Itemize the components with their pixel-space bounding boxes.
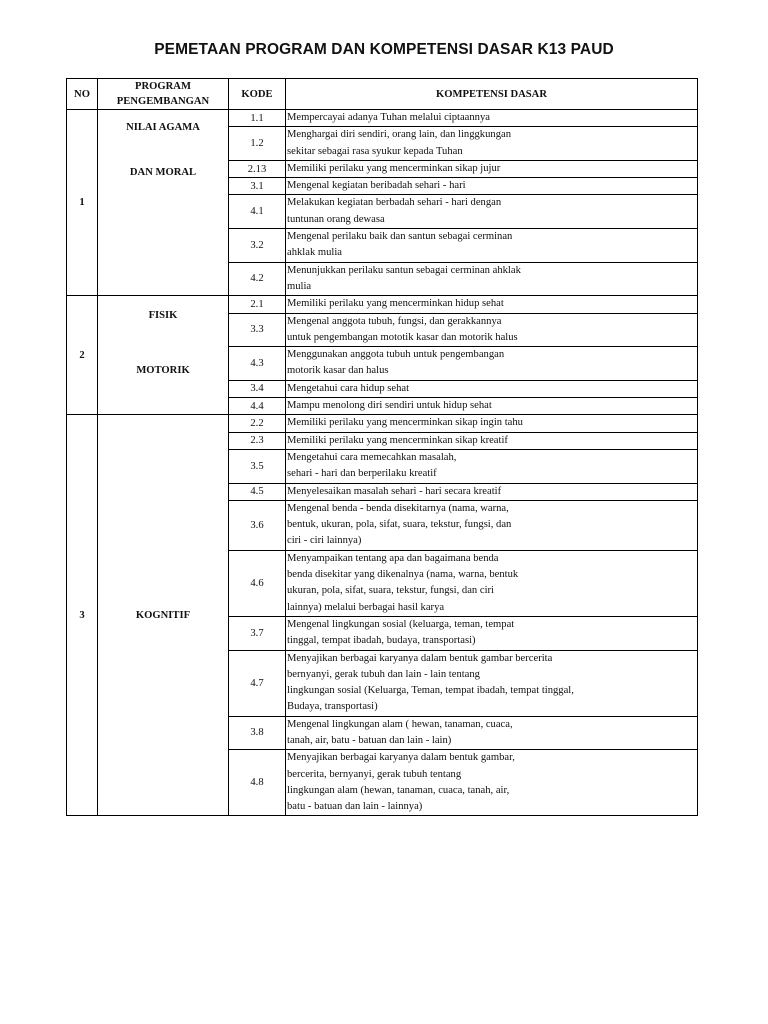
kompetensi-text-line: ahklak mulia bbox=[287, 247, 343, 259]
group-number: 3 bbox=[67, 415, 98, 816]
kode-cell: 3.1 bbox=[229, 178, 286, 195]
kompetensi-text-line: Menyelesaikan masalah sehari - hari secara kreatif bbox=[287, 485, 502, 497]
program-name-line2: MOTORIK bbox=[136, 365, 190, 377]
kode-cell: 4.5 bbox=[229, 483, 286, 500]
kompetensi-text-line: lingkungan alam (hewan, tanaman, cuaca, tanah, air, bbox=[287, 784, 510, 796]
kompetensi-cell bbox=[286, 313, 698, 347]
kompetensi-text-line: Menunjukkan perilaku santun sebagai cerminan ahklak bbox=[287, 264, 521, 276]
kompetensi-cell bbox=[286, 127, 698, 161]
table-row bbox=[67, 296, 698, 313]
kompetensi-text-line: batu - batuan dan lain - lainnya) bbox=[287, 801, 423, 813]
header-kompetensi: KOMPETENSI DASAR bbox=[286, 79, 698, 110]
kode-cell: 3.4 bbox=[229, 380, 286, 397]
kode-cell: 2.1 bbox=[229, 296, 286, 313]
kompetensi-text-line: Menghargai diri sendiri, orang lain, dan linggkungan bbox=[287, 129, 511, 141]
kompetensi-cell bbox=[286, 296, 698, 313]
kompetensi-text-line: Mampu menolong diri sendiri untuk hidup sehat bbox=[287, 400, 492, 412]
kode-cell: 3.2 bbox=[229, 229, 286, 263]
program-name-line1: FISIK bbox=[148, 310, 178, 322]
kompetensi-cell bbox=[286, 432, 698, 449]
kompetensi-cell bbox=[286, 160, 698, 177]
kompetensi-cell bbox=[286, 716, 698, 750]
kode-cell: 1.2 bbox=[229, 127, 286, 161]
kompetensi-cell bbox=[286, 550, 698, 616]
kompetensi-text-line: Mengenal anggota tubuh, fungsi, dan gerakkannya bbox=[287, 315, 502, 327]
kompetensi-text-line: Mengenal kegiatan beribadah sehari - hari bbox=[287, 180, 466, 192]
program-name-line1: NILAI AGAMA bbox=[126, 122, 200, 133]
kompetensi-cell bbox=[286, 398, 698, 415]
kompetensi-text-line: sehari - hari dan berperilaku kreatif bbox=[287, 468, 437, 480]
kompetensi-text-line: Mengetahui cara memecahkan masalah, bbox=[287, 451, 457, 463]
kompetensi-cell bbox=[286, 616, 698, 650]
kode-cell: 4.2 bbox=[229, 262, 286, 296]
kompetensi-text-line: tinggal, tempat ibadah, budaya, transportasi) bbox=[287, 635, 476, 647]
kompetensi-text-line: Memiliki perilaku yang mencerminkan hidup sehat bbox=[287, 298, 504, 310]
kompetensi-text-line: Melakukan kegiatan berbadah sehari - hari dengan bbox=[287, 197, 502, 209]
kode-cell: 4.4 bbox=[229, 398, 286, 415]
kompetensi-cell bbox=[286, 380, 698, 397]
kode-cell: 3.3 bbox=[229, 313, 286, 347]
group-number: 1 bbox=[67, 110, 98, 296]
kompetensi-text-line: sekitar sebagai rasa syukur kepada Tuhan bbox=[287, 145, 463, 157]
kompetensi-text-line: bernyanyi, gerak tubuh dan lain - lain tentang bbox=[287, 668, 480, 680]
header-program bbox=[98, 79, 229, 110]
kompetensi-cell bbox=[286, 483, 698, 500]
program-cell bbox=[98, 110, 229, 296]
kompetensi-text-line: Mempercayai adanya Tuhan melalui ciptaannya bbox=[287, 112, 490, 123]
kode-cell: 1.1 bbox=[229, 110, 286, 127]
kompetensi-cell bbox=[286, 415, 698, 432]
kompetensi-table bbox=[66, 78, 698, 816]
header-kode: KODE bbox=[229, 79, 286, 110]
kompetensi-text-line: lingkungan sosial (Keluarga, Teman, tempat ibadah, tempat tinggal, bbox=[287, 685, 574, 697]
kompetensi-text-line: ukuran, pola, sifat, suara, tekstur, fungsi, dan ciri bbox=[287, 585, 494, 597]
kompetensi-cell bbox=[286, 229, 698, 263]
kompetensi-cell bbox=[286, 347, 698, 381]
kompetensi-cell bbox=[286, 650, 698, 716]
page-title: PEMETAAN PROGRAM DAN KOMPETENSI DASAR K13 PAUD bbox=[154, 41, 614, 58]
table-header-row bbox=[67, 79, 698, 110]
program-cell bbox=[98, 296, 229, 415]
kompetensi-text-line: Mengenal benda - benda disekitarnya (nama, warna, bbox=[287, 502, 509, 514]
kompetensi-cell bbox=[286, 750, 698, 816]
kompetensi-text-line: Memiliki perilaku yang mencerminkan sikap ingin tahu bbox=[287, 417, 523, 429]
kode-cell: 3.5 bbox=[229, 449, 286, 483]
program-name-line1: KOGNITIF bbox=[135, 609, 191, 621]
kompetensi-text-line: Mengenal lingkungan sosial (keluarga, teman, tempat bbox=[287, 618, 515, 630]
kompetensi-text-line: tuntunan orang dewasa bbox=[287, 213, 385, 225]
kompetensi-text-line: untuk pengembangan mototik kasar dan motorik halus bbox=[287, 331, 518, 343]
kompetensi-cell bbox=[286, 195, 698, 229]
kompetensi-text-line: Memiliki perilaku yang mencerminkan sikap kreatif bbox=[287, 434, 508, 446]
kompetensi-text-line: Budaya, transportasi) bbox=[287, 701, 378, 713]
kompetensi-text-line: bentuk, ukuran, pola, sifat, suara, tekstur, fungsi, dan bbox=[287, 519, 512, 531]
table-row bbox=[67, 415, 698, 432]
kompetensi-text-line: motorik kasar dan halus bbox=[287, 365, 389, 377]
kompetensi-text-line: Mengenal lingkungan alam ( hewan, tanaman, cuaca, bbox=[287, 718, 513, 730]
kompetensi-cell bbox=[286, 178, 698, 195]
kompetensi-text-line: Menyajikan berbagai karyanya dalam bentuk gambar, bbox=[287, 752, 515, 764]
kompetensi-cell bbox=[286, 110, 698, 127]
header-program-line1: PROGRAM bbox=[135, 81, 191, 92]
kompetensi-text-line: Menggunakan anggota tubuh untuk pengembangan bbox=[287, 349, 505, 361]
table-row bbox=[67, 110, 698, 127]
kode-cell: 2.3 bbox=[229, 432, 286, 449]
kode-cell: 3.6 bbox=[229, 500, 286, 550]
kompetensi-text-line: ciri - ciri lainnya) bbox=[287, 535, 362, 547]
kompetensi-text-line: benda disekitar yang dikenalnya (nama, warna, bentuk bbox=[287, 569, 519, 581]
kode-cell: 4.3 bbox=[229, 347, 286, 381]
kompetensi-cell bbox=[286, 449, 698, 483]
kode-cell: 4.1 bbox=[229, 195, 286, 229]
kompetensi-cell bbox=[286, 262, 698, 296]
kode-cell: 3.7 bbox=[229, 616, 286, 650]
kompetensi-text-line: Mengetahui cara hidup sehat bbox=[287, 382, 410, 394]
kompetensi-text-line: Menyajikan berbagai karyanya dalam bentuk gambar bercerita bbox=[287, 652, 553, 664]
header-program-line2: PENGEMBANGAN bbox=[116, 96, 210, 107]
kompetensi-cell bbox=[286, 500, 698, 550]
kompetensi-text-line: Mengenal perilaku baik dan santun sebagai cerminan bbox=[287, 231, 513, 243]
group-number: 2 bbox=[67, 296, 98, 415]
kompetensi-text-line: Menyampaikan tentang apa dan bagaimana benda bbox=[287, 552, 499, 564]
header-no: NO bbox=[67, 79, 98, 110]
program-cell bbox=[98, 415, 229, 816]
program-name-line2: DAN MORAL bbox=[129, 167, 197, 178]
kompetensi-text-line: bercerita, bernyanyi, gerak tubuh tentang bbox=[287, 768, 462, 780]
kode-cell: 4.6 bbox=[229, 550, 286, 616]
kompetensi-text-line: lainnya) melalui berbagai hasil karya bbox=[287, 601, 445, 613]
kode-cell: 2.2 bbox=[229, 415, 286, 432]
kompetensi-text-line: Memiliki perilaku yang mencerminkan sikap jujur bbox=[287, 162, 501, 174]
kode-cell: 2.13 bbox=[229, 160, 286, 177]
table-body bbox=[67, 110, 698, 816]
kode-cell: 3.8 bbox=[229, 716, 286, 750]
kompetensi-text-line: mulia bbox=[287, 280, 312, 292]
kode-cell: 4.7 bbox=[229, 650, 286, 716]
kode-cell: 4.8 bbox=[229, 750, 286, 816]
kompetensi-text-line: tanah, air, batu - batuan dan lain - lain) bbox=[287, 734, 452, 746]
